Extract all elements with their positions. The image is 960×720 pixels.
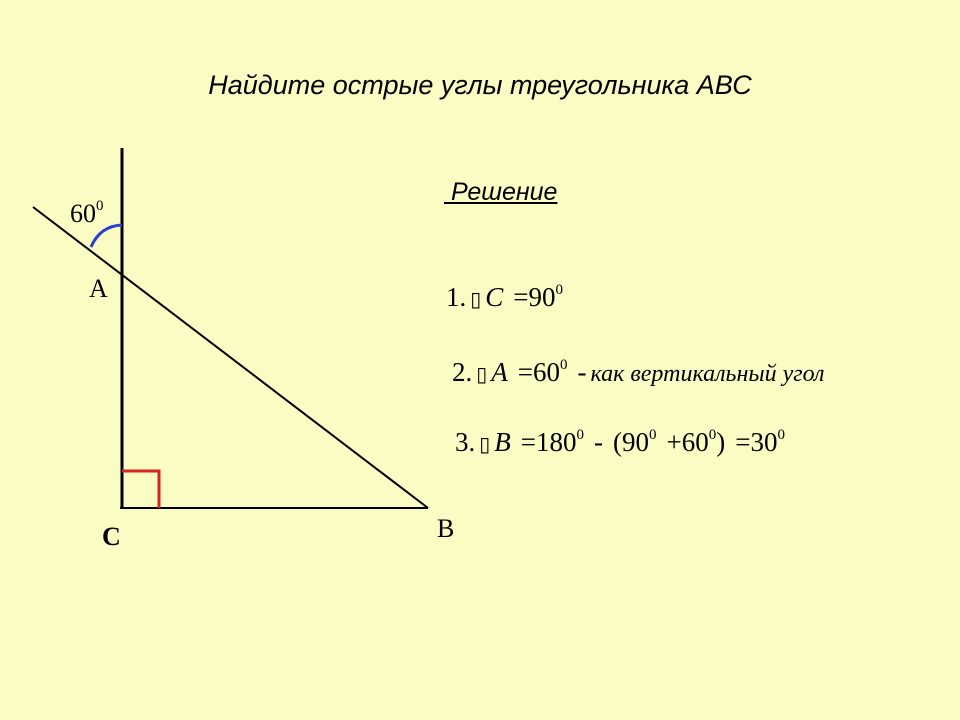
vertex-label-a: А	[89, 274, 108, 303]
step-variable: А	[491, 357, 508, 387]
equals-sign: =	[513, 282, 529, 312]
minus-sign: -	[594, 427, 603, 457]
angle-value: 60	[70, 199, 96, 228]
angle-symbol-icon: ▯	[476, 364, 488, 386]
step-number: 3.	[455, 427, 476, 457]
open-paren: (	[613, 427, 622, 457]
step-variable: С	[485, 282, 504, 312]
dash-sign: -	[577, 357, 587, 387]
degree-sign: 0	[777, 427, 785, 443]
solution-heading: Решение	[444, 178, 558, 206]
equals-sign: =	[517, 357, 533, 387]
step-value: 90	[528, 282, 556, 312]
step-value: 180	[536, 427, 577, 457]
angle-value-label	[70, 198, 104, 229]
hypotenuse-line-ab	[33, 207, 428, 508]
result-value: 30	[750, 427, 778, 457]
term-a: 90	[622, 427, 649, 457]
close-paren: )	[716, 427, 726, 457]
degree-sign: 0	[576, 427, 584, 443]
degree-sign: 0	[649, 427, 657, 443]
solution-step-2	[452, 357, 825, 388]
angle-symbol-icon: ▯	[479, 434, 491, 456]
step-number: 2.	[452, 357, 473, 387]
degree-sign: 0	[560, 357, 568, 373]
equals-sign: =	[735, 427, 751, 457]
angle-symbol-icon: ▯	[470, 289, 482, 311]
solution-step-3	[455, 427, 785, 458]
degree-sign: 0	[708, 427, 717, 443]
step-explanation: как вертикальный угол	[590, 361, 825, 387]
vertex-label-c: С	[102, 522, 121, 551]
vertex-label-b: В	[437, 514, 455, 543]
step-variable: В	[494, 427, 511, 457]
term-b: 60	[681, 427, 709, 457]
right-angle-mark	[122, 471, 159, 508]
plus-sign: +	[666, 427, 682, 457]
page-title: Найдите острые углы треугольника АВС	[208, 70, 752, 100]
solution-step-1	[446, 282, 563, 313]
step-number: 1.	[446, 282, 467, 312]
angle-degree: 0	[96, 198, 104, 214]
equals-sign: =	[520, 427, 536, 457]
degree-sign: 0	[555, 282, 564, 298]
step-value: 60	[533, 357, 560, 387]
